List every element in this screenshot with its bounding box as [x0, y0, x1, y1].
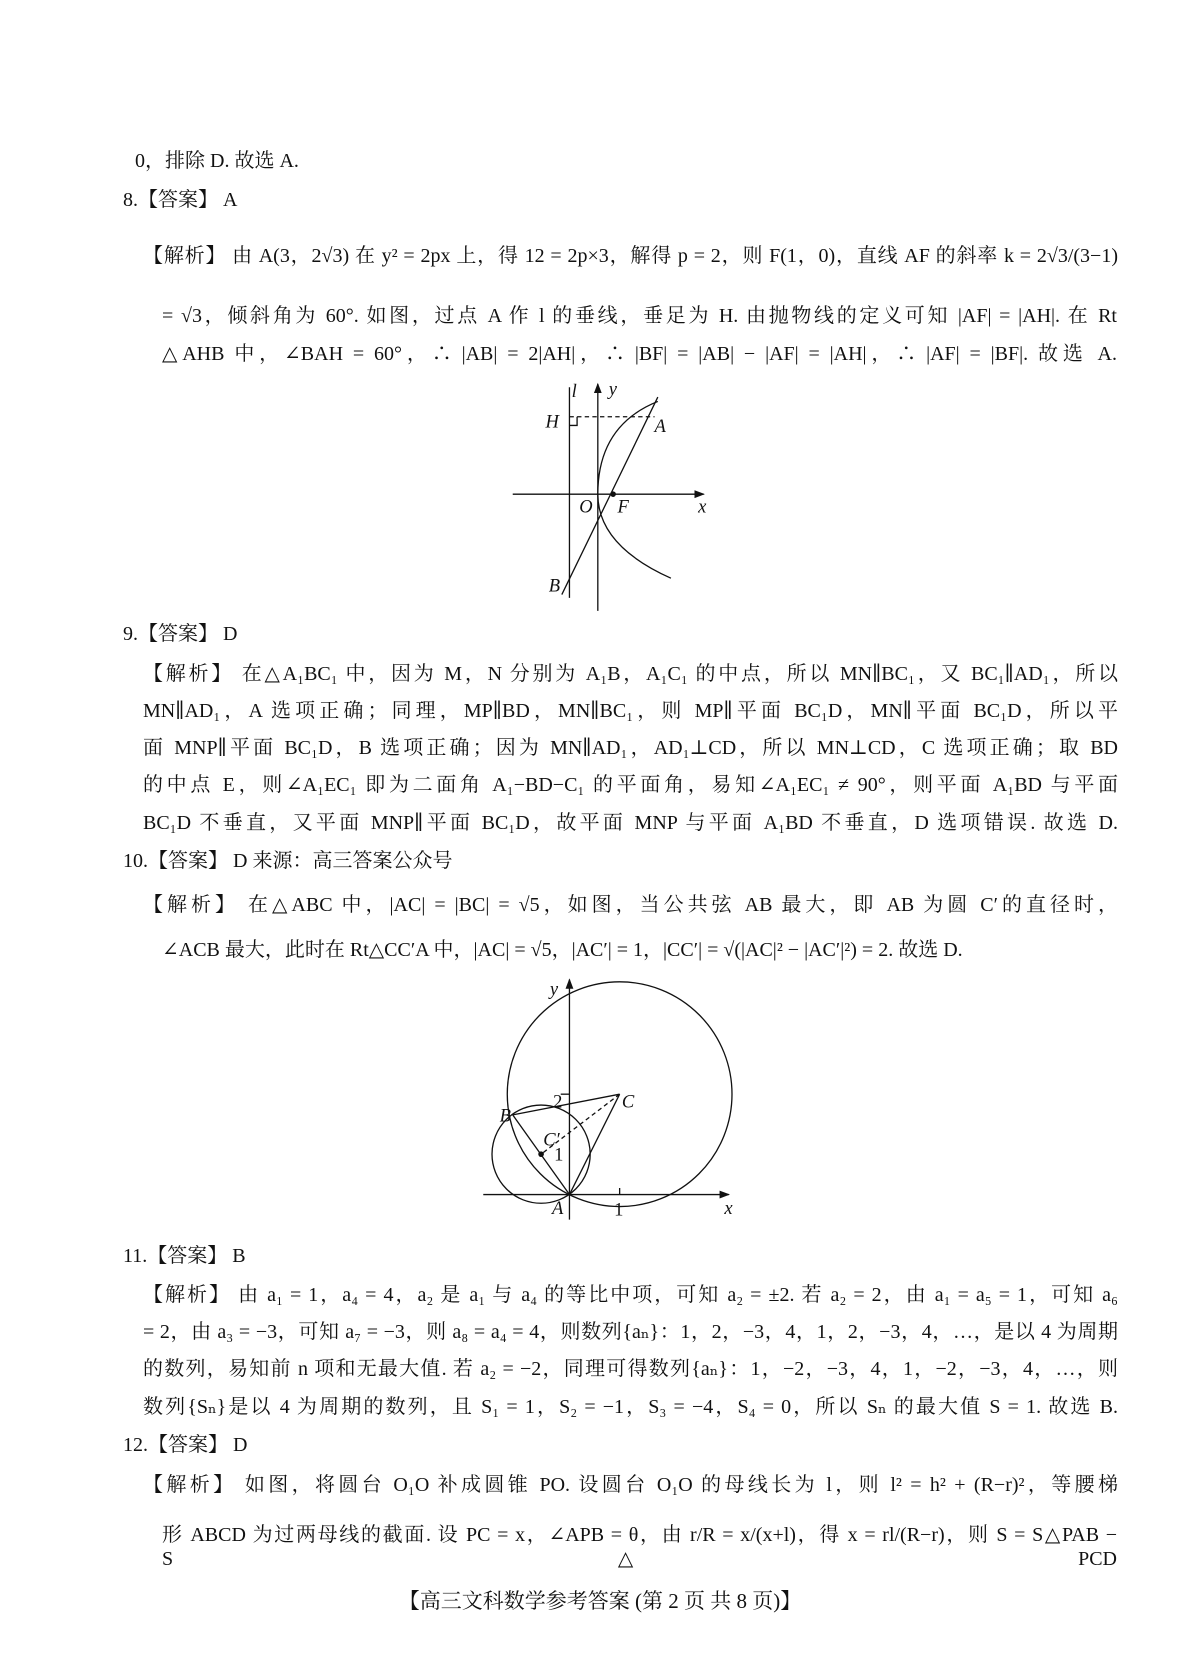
- q9-solution-line: 的中点 E，则∠A₁EC₁ 即为二面角 A₁−BD−C₁ 的平面角，易知∠A₁EC₁ ≠ 90°，则平面 A₁BD 与平面: [143, 774, 1118, 796]
- label-o: O: [579, 496, 593, 518]
- label-y: y: [608, 378, 617, 400]
- q11-solution-line: 【解析】 由 a₁ = 1，a₄ = 4，a₂ 是 a₁ 与 a₄ 的等比中项，可知 a₂ = ±2. 若 a₂ = 2，由 a₁ = a₅ = 1，可知 a₆: [143, 1284, 1118, 1306]
- circles-figure: [483, 979, 733, 1220]
- label-a: A: [551, 1198, 564, 1220]
- q9-solution-line: MN∥AD₁，A 选项正确；同理，MP∥BD，MN∥BC₁，则 MP∥平面 BC₁D，MN∥平面 BC₁D，所以平: [143, 700, 1118, 722]
- q10-answer: 10.【答案】 D 来源：高三答案公众号: [123, 850, 453, 872]
- q8-answer: 8.【答案】 A: [123, 189, 238, 211]
- label-c-prime: C′: [543, 1129, 560, 1151]
- q9-solution-line: 面 MNP∥平面 BC₁D，B 选项正确；因为 MN∥AD₁，AD₁⊥CD，所以 MN⊥CD，C 选项正确；取 BD: [143, 737, 1118, 759]
- q12-solution-line: 形 ABCD 为过两母线的截面. 设 PC = x，∠APB = θ，由 r/R = x/(x+l)，得 x = rl/(R−r)，则 S = S△PAB − S△PCD: [162, 1524, 1117, 1570]
- label-b: B: [499, 1105, 511, 1127]
- label-l: l: [571, 381, 577, 403]
- label-2: 2: [553, 1091, 563, 1113]
- label-y: y: [549, 978, 559, 1000]
- page-footer: 【高三文科数学参考答案 (第 2 页 共 8 页)】: [398, 1589, 802, 1613]
- q10-solution-line: 【解析】 在△ABC 中，|AC| = |BC| = √5，如图，当公共弦 AB 最大，即 AB 为圆 C′的直径时，: [143, 894, 1118, 916]
- label-1-x: 1: [614, 1199, 624, 1221]
- segment-ac: [569, 1094, 619, 1194]
- q8-solution-line: △AHB 中，∠BAH = 60°，∴ |AB| = 2|AH|，∴ |BF| = |AB| − |AF| = |AH|，∴ |AF| = |BF|. 故选 A.: [162, 343, 1117, 365]
- q11-solution-line: 的数列，易知前 n 项和无最大值. 若 a₂ = −2，同理可得数列{aₙ}：1，−2，−3，4，1，−2，−3，4，…，则: [143, 1358, 1118, 1380]
- label-h: H: [545, 411, 559, 433]
- q10-solution-line: ∠ACB 最大，此时在 Rt△CC′A 中，|AC| = √5，|AC′| = 1，|CC′| = √(|AC|² − |AC′|²) = 2. 故选 D.: [162, 939, 963, 961]
- q11-solution-line: 数列{Sₙ}是以 4 为周期的数列，且 S₁ = 1，S₂ = −1，S₃ = −4，S₄ = 0，所以 Sₙ 的最大值 S = 1. 故选 B.: [143, 1396, 1118, 1418]
- parabola-figure: [513, 379, 707, 611]
- q9-solution-line: 【解析】 在△A₁BC₁ 中，因为 M，N 分别为 A₁B，A₁C₁ 的中点，所以 MN∥BC₁，又 BC₁∥AD₁，所以: [143, 663, 1118, 685]
- label-1-y: 1: [554, 1144, 564, 1166]
- label-x: x: [724, 1198, 733, 1220]
- point-c-prime: [539, 1152, 543, 1156]
- circle-c: [507, 982, 732, 1207]
- q12-solution-line: 【解析】 如图，将圆台 O₁O 补成圆锥 PO. 设圆台 O₁O 的母线长为 l，则 l² = h² + (R−r)²，等腰梯: [143, 1474, 1118, 1496]
- q9-solution-line: BC₁D 不垂直，又平面 MNP∥平面 BC₁D，故平面 MNP 与平面 A₁BD 不垂直，D 选项错误. 故选 D.: [143, 812, 1118, 834]
- q8-solution-line: = √3，倾斜角为 60°. 如图，过点 A 作 l 的垂线，垂足为 H. 由抛物线的定义可知 |AF| = |AH|. 在 Rt: [162, 305, 1117, 327]
- q11-answer: 11.【答案】 B: [123, 1245, 246, 1267]
- q8-solution-line: 【解析】 由 A(3，2√3) 在 y² = 2px 上，得 12 = 2p×3，解得 p = 2，则 F(1，0)，直线 AF 的斜率 k = 2√3/(3−1): [143, 245, 1118, 267]
- label-a: A: [654, 415, 666, 437]
- label-c: C: [621, 1091, 635, 1113]
- right-angle-mark: [569, 417, 577, 426]
- label-x: x: [698, 496, 707, 518]
- q12-answer: 12.【答案】 D: [123, 1434, 248, 1456]
- line-ab: [562, 397, 658, 594]
- q11-solution-line: = 2，由 a₃ = −3，可知 a₇ = −3，则 a₈ = a₄ = 4，则数列{aₙ}：1，2，−3，4，1，2，−3，4，…，是以 4 为周期: [143, 1321, 1118, 1343]
- point-f: [611, 492, 615, 496]
- label-f: F: [617, 496, 629, 518]
- q7-conclusion: 0，排除 D. 故选 A.: [135, 150, 299, 172]
- label-b: B: [548, 575, 561, 597]
- q9-answer: 9.【答案】 D: [123, 623, 238, 645]
